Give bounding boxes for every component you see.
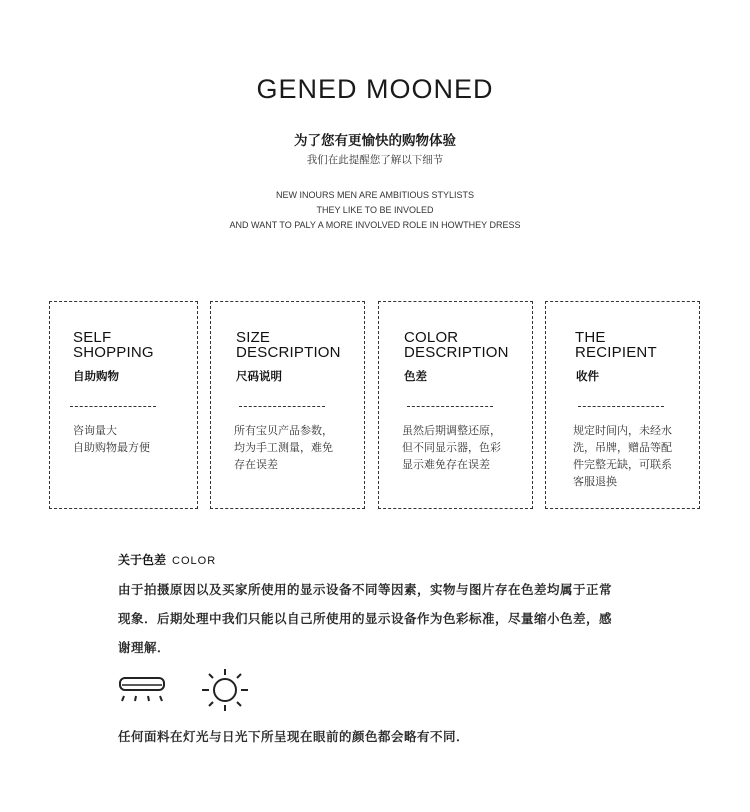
about-title-cn: 关于色差 [118,553,167,567]
sun-icon [200,667,250,713]
headline: 为了您有更愉快的购物体验 [294,133,456,149]
card-cn-title: 收件 [576,369,599,383]
english-line: THEY LIKE TO BE INVOLED [316,205,434,215]
english-intro [0,188,750,233]
card-desc-line: 所有宝贝产品参数， [234,424,333,437]
ceiling-lamp-icon [118,676,166,704]
card-title-line: SHOPPING [73,344,154,361]
card-divider [407,406,493,407]
card-desc-line: 规定时间内，未经水 [573,424,672,437]
about-color-title [118,551,216,568]
card-description [402,422,501,473]
card-title-line: SIZE [236,329,271,346]
card-title [575,330,657,360]
card-desc-line: 虽然后期调整还原， [402,424,501,437]
subline: 我们在此提醒您了解以下细节 [306,154,444,166]
lighting-note: 任何面料在灯光与日光下所呈现在眼前的颜色都会略有不同． [118,729,470,744]
card-desc-line: 洗，吊牌，赠品等配 [573,441,672,454]
english-line: NEW INOURS MEN ARE AMBITIOUS STYLISTS [275,190,475,200]
card-cn-title: 自助购物 [73,369,119,383]
card-title [73,330,154,360]
card-desc-line: 客服退换 [573,475,617,488]
card-desc-line: 自助购物最方便 [73,441,150,454]
card-description [73,422,150,456]
card-cn-title: 尺码说明 [236,369,282,383]
card-self-shopping [49,301,198,509]
card-color-description [378,301,533,509]
card-desc-line: 但不同显示器，色彩 [402,441,501,454]
card-desc-line: 件完整无缺，可联系 [573,458,672,471]
card-size-description [210,301,365,509]
about-color-body [118,575,678,662]
card-description [573,422,672,490]
card-title-line: RECIPIENT [575,344,657,361]
card-divider [70,406,156,407]
english-line: AND WANT TO PALY A MORE INVOLVED ROLE IN HOWTHEY DRESS [229,220,521,230]
card-desc-line: 显示难免存在误差 [402,458,490,471]
brand-title: GENED MOONED [256,74,494,104]
card-title [236,330,341,360]
card-divider [239,406,325,407]
about-body-line: 由于拍摄原因以及买家所使用的显示设备不同等因素，实物与图片存在色差均属于正常 [118,582,613,597]
card-title-line: DESCRIPTION [236,344,341,361]
card-title-line: DESCRIPTION [404,344,509,361]
card-title-line: COLOR [404,329,459,346]
card-title-line: SELF [73,329,112,346]
card-title [404,330,509,360]
card-divider [578,406,664,407]
card-title-line: THE [575,329,606,346]
about-title-en: COLOR [172,555,217,567]
card-desc-line: 均为手工测量，难免 [234,441,333,454]
card-cn-title: 色差 [404,369,427,383]
card-the-recipient [545,301,700,509]
card-desc-line: 存在误差 [234,458,278,471]
card-desc-line: 咨询量大 [73,424,117,437]
card-description [234,422,333,473]
about-body-line: 现象．后期处理中我们只能以自己所使用的显示设备作为色彩标准，尽量缩小色差，感 [118,611,613,626]
about-body-line: 谢理解． [118,640,171,655]
